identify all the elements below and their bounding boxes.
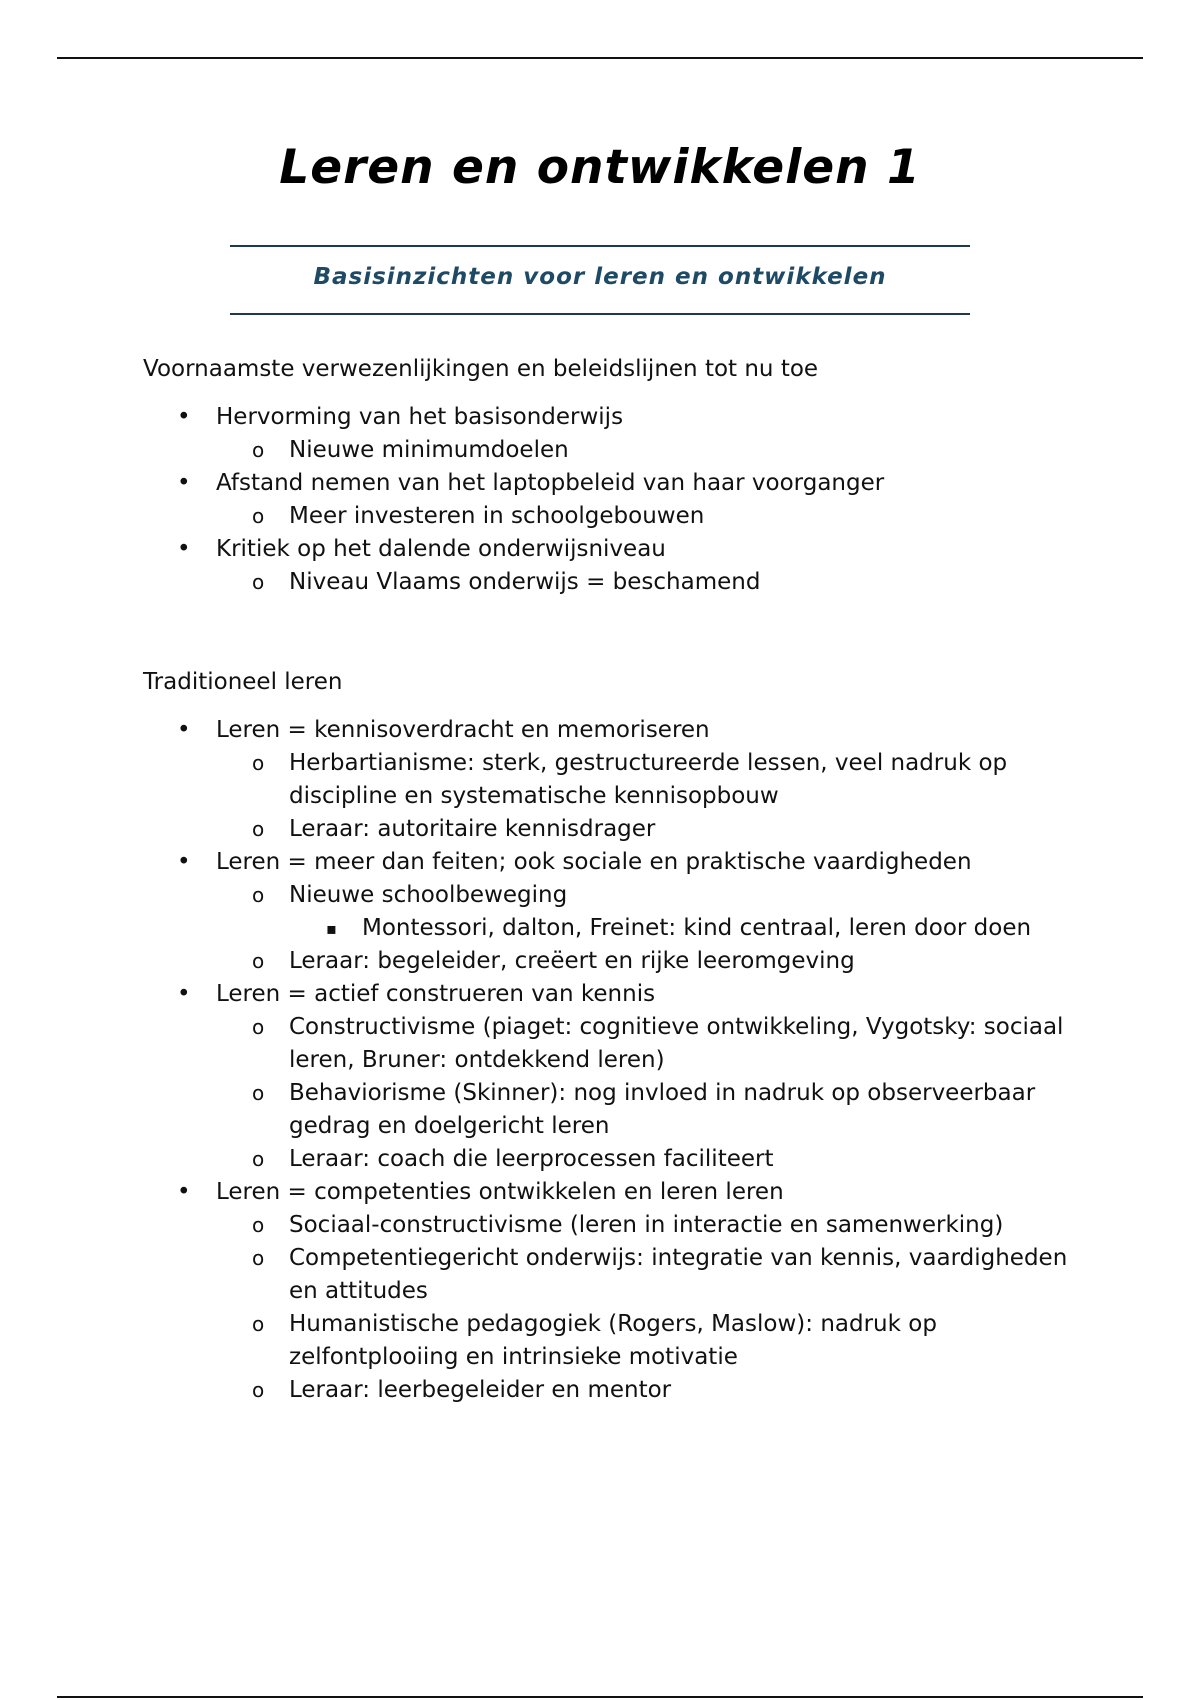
list-item-text: Leren = kennisoverdracht en memoriseren (216, 717, 710, 743)
sub-bullet-marker: o (252, 949, 265, 973)
sub-bullet-marker: o (252, 1081, 265, 1105)
sub-list-item-text: Nieuwe minimumdoelen (289, 437, 569, 463)
sub-list-item (216, 813, 1083, 846)
sub-list-item-text: Herbartianisme: sterk, gestructureerde lessen, veel nadruk op discipline en systematische kennisopbouw (289, 750, 1008, 809)
sub-list-item (216, 747, 1083, 813)
bullet-marker: • (177, 849, 191, 875)
list-item (143, 714, 1083, 846)
bullet-marker: • (177, 981, 191, 1007)
sub-list (216, 1209, 1083, 1407)
sub-list (216, 879, 1083, 978)
list-item (143, 978, 1083, 1176)
sub-list-item-text: Behaviorisme (Skinner): nog invloed in nadruk op observeerbaar gedrag en doelgericht leren (289, 1080, 1036, 1139)
sub-sub-list-item-text: Montessori, dalton, Freinet: kind centraal, leren door doen (362, 915, 1032, 941)
bullet-marker: • (177, 536, 191, 562)
sub-bullet-marker: o (252, 570, 265, 594)
sub-bullet-marker: o (252, 1378, 265, 1402)
sub-bullet-marker: o (252, 1015, 265, 1039)
sub-list-item (216, 1209, 1083, 1242)
sub-list-item (216, 879, 1083, 945)
sub-list-item (216, 434, 1083, 467)
sub-list-item-text: Constructivisme (piaget: cognitieve ontwikkeling, Vygotsky: sociaal leren, Bruner: ontdekkend leren) (289, 1014, 1064, 1073)
sub-bullet-marker: o (252, 504, 265, 528)
sub-bullet-marker: o (252, 751, 265, 775)
sub-list-item (216, 1242, 1083, 1308)
list-item (143, 846, 1083, 978)
sub-list (216, 434, 1083, 467)
sub-list (216, 1011, 1083, 1176)
sub-list-item (216, 566, 1083, 599)
subtitle-bottom-rule (230, 313, 970, 315)
bullet-marker: • (177, 1179, 191, 1205)
sub-list (216, 566, 1083, 599)
sub-list-item-text: Leraar: leerbegeleider en mentor (289, 1377, 672, 1403)
sub-list-item-text: Leraar: coach die leerprocessen faciliteert (289, 1146, 774, 1172)
list-item-text: Hervorming van het basisonderwijs (216, 404, 624, 430)
bullet-marker: • (177, 404, 191, 430)
sub-bullet-marker: o (252, 1147, 265, 1171)
sub-list-item-text: Meer investeren in schoolgebouwen (289, 503, 705, 529)
document-subtitle: Basisinzichten voor leren en ontwikkelen (313, 264, 887, 290)
sub-list (216, 747, 1083, 846)
list-item (143, 1176, 1083, 1407)
bullet-marker: • (177, 717, 191, 743)
sub-bullet-marker: o (252, 883, 265, 907)
sub-sub-list (289, 912, 1083, 945)
sub-list (216, 500, 1083, 533)
section-heading: Traditioneel leren (143, 669, 343, 695)
bullet-list (143, 401, 1083, 599)
sub-list-item-text: Humanistische pedagogiek (Rogers, Maslow): nadruk op zelfontplooiing en intrinsieke motivatie (289, 1311, 937, 1370)
sub-list-item-text: Niveau Vlaams onderwijs = beschamend (289, 569, 761, 595)
sub-bullet-marker: o (252, 1246, 265, 1270)
sub-bullet-marker: o (252, 817, 265, 841)
list-item (143, 533, 1083, 599)
bullet-list (143, 714, 1083, 1407)
sub-list-item-text: Leraar: autoritaire kennisdrager (289, 816, 656, 842)
section-traditional-learning (143, 666, 1083, 1407)
sub-list-item (216, 500, 1083, 533)
list-item (143, 401, 1083, 467)
sub-list-item (216, 945, 1083, 978)
document-title: Leren en ontwikkelen 1 (279, 140, 921, 195)
page-top-rule (57, 57, 1143, 59)
list-item-text: Leren = actief construeren van kennis (216, 981, 656, 1007)
subtitle-top-rule (230, 245, 970, 247)
list-item-text: Leren = competenties ontwikkelen en leren leren (216, 1179, 784, 1205)
sub-list-item-text: Nieuwe schoolbeweging (289, 882, 568, 908)
sub-list-item (216, 1077, 1083, 1143)
sub-list-item (216, 1374, 1083, 1407)
list-item-text: Kritiek op het dalende onderwijsniveau (216, 536, 666, 562)
page-bottom-rule (57, 1696, 1143, 1698)
sub-list-item-text: Competentiegericht onderwijs: integratie van kennis, vaardigheden en attitudes (289, 1245, 1068, 1304)
square-bullet-marker: ▪ (326, 919, 337, 938)
sub-bullet-marker: o (252, 1213, 265, 1237)
sub-list-item (216, 1308, 1083, 1374)
list-item-text: Leren = meer dan feiten; ook sociale en praktische vaardigheden (216, 849, 972, 875)
bullet-marker: • (177, 470, 191, 496)
sub-bullet-marker: o (252, 1312, 265, 1336)
list-item (143, 467, 1083, 533)
sub-list-item-text: Sociaal-constructivisme (leren in interactie en samenwerking) (289, 1212, 1004, 1238)
section-achievements (143, 353, 1083, 599)
sub-sub-list-item (289, 912, 1083, 945)
sub-list-item-text: Leraar: begeleider, creëert en rijke leeromgeving (289, 948, 855, 974)
section-heading: Voornaamste verwezenlijkingen en beleidslijnen tot nu toe (143, 356, 819, 382)
sub-list-item (216, 1143, 1083, 1176)
sub-bullet-marker: o (252, 438, 265, 462)
sub-list-item (216, 1011, 1083, 1077)
list-item-text: Afstand nemen van het laptopbeleid van haar voorganger (216, 470, 885, 496)
